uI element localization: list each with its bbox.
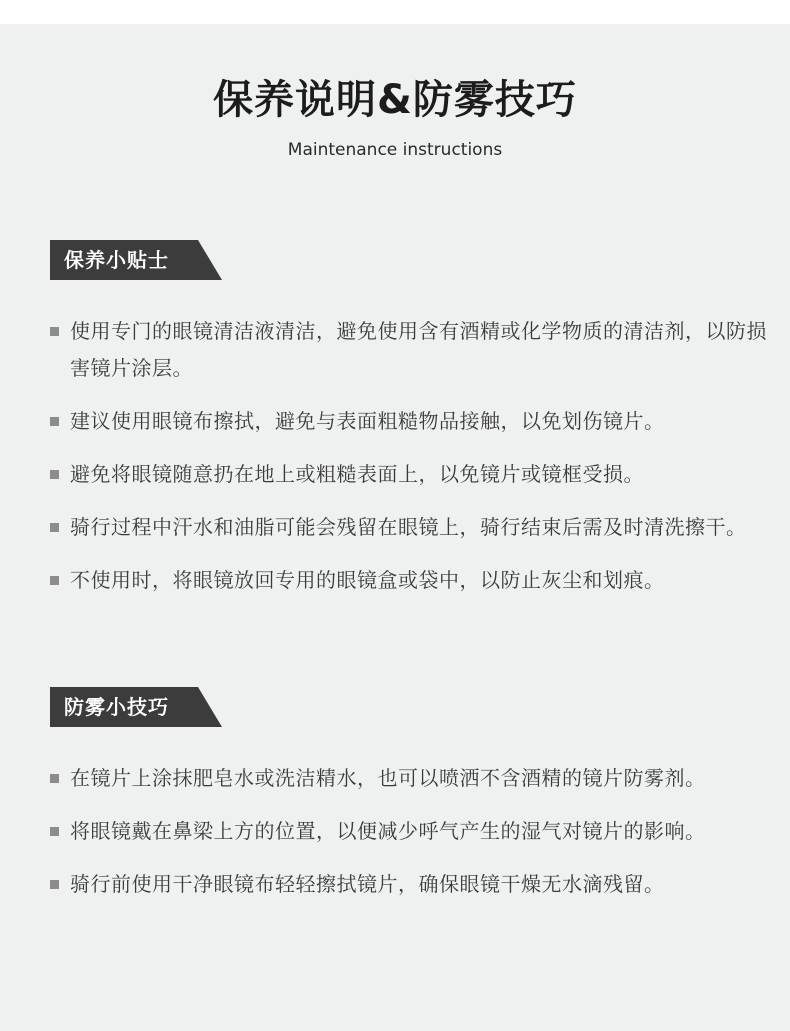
section-tag-anti-fog (50, 687, 222, 727)
tip-text: 在镜片上涂抹肥皂水或洗洁精水，也可以喷洒不含酒精的镜片防雾剂。 (70, 766, 706, 790)
tip-text: 不使用时，将眼镜放回专用的眼镜盒或袋中，以防止灰尘和划痕。 (70, 568, 665, 592)
section-tag-maintenance (50, 240, 222, 280)
tip-text: 骑行过程中汗水和油脂可能会残留在眼镜上，骑行结束后需及时清洗擦干。 (70, 515, 747, 539)
maintenance-tip-list (50, 313, 780, 599)
section-tag-label: 防雾小技巧 (64, 695, 169, 719)
anti-fog-tip-list (50, 760, 780, 903)
list-item (50, 313, 780, 387)
square-bullet-icon (50, 880, 59, 889)
tip-text: 骑行前使用干净眼镜布轻轻擦拭镜片，确保眼镜干燥无水滴残留。 (70, 872, 665, 896)
square-bullet-icon (50, 470, 59, 479)
square-bullet-icon (50, 417, 59, 426)
page-subtitle: Maintenance instructions (287, 140, 503, 160)
square-bullet-icon (50, 576, 59, 585)
list-item (50, 456, 780, 493)
tip-text: 使用专门的眼镜清洁液清洁，避免使用含有酒精或化学物质的清洁剂，以防损害镜片涂层。 (70, 319, 767, 380)
list-item (50, 813, 780, 850)
square-bullet-icon (50, 523, 59, 532)
tip-text: 将眼镜戴在鼻梁上方的位置，以便减少呼气产生的湿气对镜片的影响。 (70, 819, 706, 843)
list-item (50, 403, 780, 440)
section-tag-label: 保养小贴士 (64, 248, 169, 272)
list-item (50, 509, 780, 546)
square-bullet-icon (50, 827, 59, 836)
tip-text: 避免将眼镜随意扔在地上或粗糙表面上，以免镜片或镜框受损。 (70, 462, 644, 486)
tip-text: 建议使用眼镜布擦拭，避免与表面粗糙物品接触，以免划伤镜片。 (70, 409, 665, 433)
list-item (50, 866, 780, 903)
list-item (50, 760, 780, 797)
square-bullet-icon (50, 327, 59, 336)
square-bullet-icon (50, 774, 59, 783)
list-item (50, 562, 780, 599)
page-title: 保养说明&防雾技巧 (213, 77, 577, 123)
